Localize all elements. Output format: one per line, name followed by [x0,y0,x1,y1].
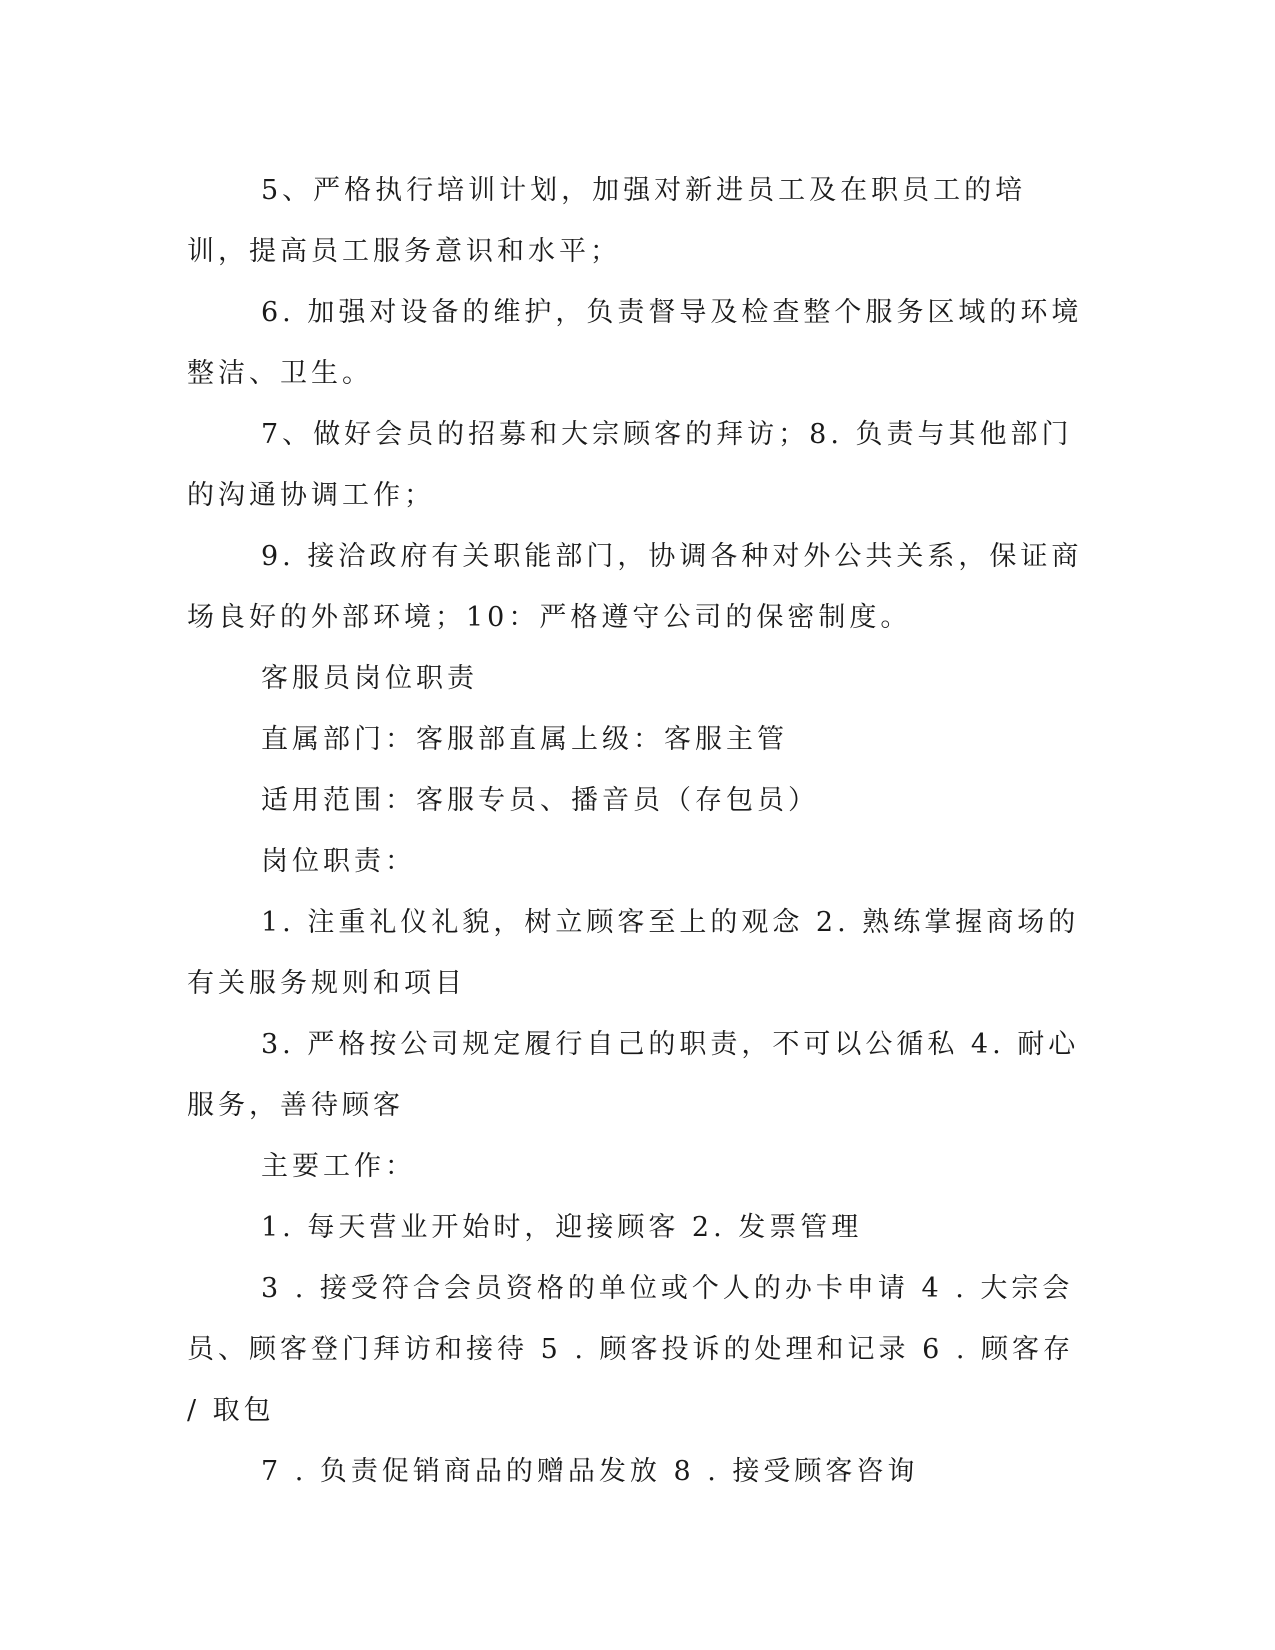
paragraph-work-7-8: 7 . 负责促销商品的赠品发放 8 . 接受顾客咨询 [261,1456,919,1487]
paragraph-work-1-2: 1. 每天营业开始时，迎接顾客 2. 发票管理 [261,1212,863,1243]
paragraph-resp-1-2: 1. 注重礼仪礼貌，树立顾客至上的观念 2. 熟练掌握商场的有关服务规则和项目 [187,907,1080,999]
section-title-customer-service: 客服员岗位职责 [261,663,478,694]
heading-main-work: 主要工作： [261,1151,416,1182]
paragraph-work-3-6: 3 . 接受符合会员资格的单位或个人的办卡申请 4 . 大宗会员、顾客登门拜访和接待 5 . 顾客投诉的处理和记录 6 . 顾客存 / 取包 [187,1273,1075,1426]
heading-responsibilities: 岗位职责： [261,846,416,877]
paragraph-scope: 适用范围：客服专员、播音员（存包员） [261,785,819,816]
paragraph-duty-7-8: 7、做好会员的招募和大宗顾客的拜访；8. 负责与其他部门的沟通协调工作； [187,419,1073,511]
paragraph-duty-9-10: 9. 接洽政府有关职能部门，协调各种对外公共关系，保证商场良好的外部环境；10：严格遵守公司的保密制度。 [187,541,1083,633]
paragraph-duty-6: 6. 加强对设备的维护，负责督导及检查整个服务区域的环境整洁、卫生。 [187,297,1083,389]
document-body [187,160,1087,1502]
paragraph-duty-5: 5、严格执行培训计划，加强对新进员工及在职员工的培训，提高员工服务意识和水平； [187,175,1027,267]
paragraph-resp-3-4: 3. 严格按公司规定履行自己的职责，不可以公循私 4. 耐心服务，善待顾客 [187,1029,1080,1121]
paragraph-department: 直属部门：客服部直属上级：客服主管 [261,724,788,755]
